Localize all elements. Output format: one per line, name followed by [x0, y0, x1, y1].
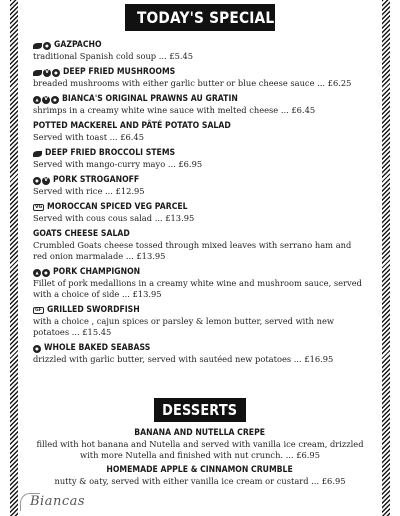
special-title-row	[33, 267, 368, 278]
special-description: Served with mango-curry mayo ... £6.95	[33, 159, 203, 169]
special-description: with a choice , cajun spices or parsley & lemon butter, served with new potatoes ... £15.45	[33, 316, 334, 337]
special-title: DEEP FRIED MUSHROOMS	[63, 67, 176, 77]
leaf-icon	[33, 151, 42, 157]
left-decorative-border	[10, 0, 18, 516]
special-description: shrimps in a creamy white wine sauce with melted cheese ... £6.45	[33, 105, 316, 115]
special-item	[33, 229, 368, 262]
special-description: Served with rice ... £12.95	[33, 186, 145, 196]
dietary-badges	[33, 345, 42, 353]
gluten-free-icon: ●	[51, 96, 59, 104]
special-item	[33, 343, 368, 365]
gluten-free-icon: ●	[33, 345, 41, 353]
special-item	[33, 67, 368, 89]
dietary-badges	[33, 42, 52, 50]
special-title: PORK CHAMPIGNON	[53, 267, 141, 277]
special-title-row	[33, 343, 368, 354]
vegetarian-icon: V	[43, 69, 51, 77]
specials-list	[33, 40, 368, 370]
desserts-title: DESSERTS	[162, 401, 238, 419]
vegetarian-icon: V	[42, 177, 50, 185]
dessert-title-row	[28, 428, 372, 439]
special-title-row	[33, 40, 368, 51]
logo-text: Biancas	[30, 494, 86, 509]
leaf-icon	[33, 70, 42, 76]
dietary-badges	[33, 204, 45, 211]
special-title-row	[33, 94, 368, 105]
special-title: DEEP FRIED BROCCOLI STEMS	[45, 148, 176, 158]
special-title-row	[33, 121, 368, 132]
special-description: breaded mushrooms with either garlic butter or blue cheese sauce ... £6.25	[33, 78, 352, 88]
dessert-description: nutty & oaty, served with either vanilla ice cream or custard ... £6.95	[54, 476, 346, 486]
special-title: WHOLE BAKED SEABASS	[44, 343, 151, 353]
dietary-badges	[33, 177, 51, 185]
dietary-badges	[33, 151, 43, 157]
special-title: PORK STROGANOFF	[53, 175, 140, 185]
special-title: GRILLED SWORDFISH	[46, 305, 140, 315]
dessert-item	[28, 465, 372, 487]
special-item	[33, 202, 368, 224]
dessert-title: BANANA AND NUTELLA CREPE	[134, 428, 266, 438]
special-item	[33, 175, 368, 197]
special-item	[33, 148, 368, 170]
vegetarian-icon: V	[42, 96, 50, 104]
special-title: BIANCA'S ORIGINAL PRAWNS AU GRATIN	[62, 94, 238, 104]
special-title: GAZPACHO	[54, 40, 102, 50]
special-item	[33, 305, 368, 338]
special-item	[33, 267, 368, 300]
dietary-badges	[33, 269, 51, 277]
dessert-title-row	[28, 465, 372, 476]
right-decorative-border	[382, 0, 390, 516]
special-title: POTTED MACKEREL AND PÂTÉ POTATO SALAD	[33, 121, 231, 131]
special-title: MOROCCAN SPICED VEG PARCEL	[47, 202, 188, 212]
dessert-item	[28, 428, 372, 461]
special-title-row	[33, 175, 368, 186]
special-title-row	[33, 305, 368, 316]
special-description: Fillet of pork medallions in a creamy white wine and mushroom sauce, served with a choice of side ... £13.95	[33, 278, 362, 299]
dietary-badges	[33, 69, 61, 77]
special-title: GOATS CHEESE SALAD	[33, 229, 130, 239]
spicy-icon: ▲	[33, 96, 41, 104]
dessert-title: HOMEMADE APPLE & CINNAMON CRUMBLE	[106, 465, 294, 475]
special-description: traditional Spanish cold soup ... £5.45	[33, 51, 194, 61]
dietary-badges	[33, 307, 45, 314]
vegan-icon: VG	[35, 205, 43, 210]
gluten-free-icon: ●	[33, 177, 41, 185]
special-title-row	[33, 202, 368, 213]
gf-icon: GF	[35, 308, 42, 313]
biancas-logo	[22, 491, 86, 513]
special-description: drizzled with garlic butter, served with sautéed new potatoes ... £16.95	[33, 354, 334, 364]
spicy-icon: ▲	[33, 269, 41, 277]
leaf-icon	[33, 43, 42, 49]
special-title-row	[33, 229, 368, 240]
special-description: Crumbled Goats cheese tossed through mixed leaves with serrano ham and red onion marmalade ... £13.95	[33, 240, 352, 261]
gluten-free-icon: ●	[52, 69, 60, 77]
specials-header	[125, 4, 285, 31]
special-description: Served with cous cous salad ... £13.95	[33, 213, 195, 223]
dietary-badges	[33, 96, 60, 104]
desserts-header	[154, 398, 246, 422]
special-description: Served with toast ... £6.45	[33, 132, 144, 142]
desserts-list	[28, 428, 372, 491]
special-item	[33, 94, 368, 116]
dessert-description: filled with hot banana and Nutella and served with vanilla ice cream, drizzled with more Nutella and finished with nut crunch. ... £6.95	[36, 439, 364, 460]
specials-title: TODAY'S SPECIALS	[136, 8, 285, 27]
gluten-free-icon: ●	[42, 269, 50, 277]
special-title-row	[33, 67, 368, 78]
special-title-row	[33, 148, 368, 159]
special-item	[33, 40, 368, 62]
gluten-free-icon: ●	[43, 42, 51, 50]
special-item	[33, 121, 368, 143]
